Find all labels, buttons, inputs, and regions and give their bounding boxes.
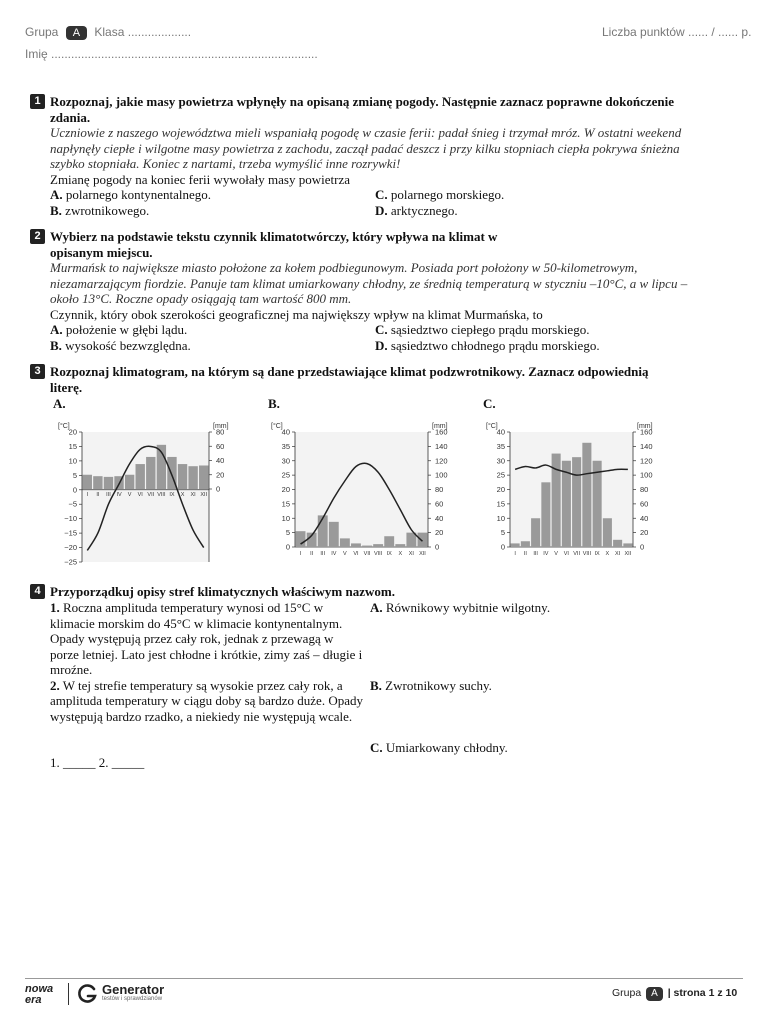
footer-page-info xyxy=(612,987,737,1001)
question-number: 1 xyxy=(30,94,45,109)
question-stem: Czynnik, który obok szerokości geograficznej ma największy wpływ na klimat Murmańska, to xyxy=(50,306,543,322)
footer-divider xyxy=(25,978,743,979)
month-label: VII xyxy=(363,551,371,557)
temp-tick-label: 0 xyxy=(500,542,505,552)
option-a[interactable]: A. polarnego kontynentalnego. xyxy=(50,187,212,202)
temp-tick-label: 0 xyxy=(285,542,290,552)
precip-tick-label: 0 xyxy=(640,542,645,552)
temp-tick-label: 10 xyxy=(496,513,505,523)
temp-unit-label: [°C] xyxy=(486,423,498,430)
precip-bar xyxy=(613,540,622,547)
temp-tick-label: 5 xyxy=(72,470,77,480)
temp-tick-label: 35 xyxy=(496,441,505,451)
precip-tick-label: 140 xyxy=(435,441,448,451)
question-title: Przyporządkuj opisy stref klimatycznych właściwym nazwom. xyxy=(50,584,395,599)
month-label: III xyxy=(106,492,111,498)
month-label: III xyxy=(320,551,326,557)
temp-tick-label: 20 xyxy=(68,427,77,437)
question-number: 3 xyxy=(30,364,45,379)
month-label: IV xyxy=(116,492,122,498)
description-1: 1. Roczna amplituda temperatury wynosi od 15°C w klimacie morskim do 45°C w klimacie kontynentalnym. Opady występują przez cały rok, jednak z przewagą w porze letniej. Lato jest chłodne i krótkie, zimy zaś – długie i mroźne. xyxy=(50,600,363,677)
month-label: IX xyxy=(594,551,600,557)
chart-option-c[interactable]: C. xyxy=(483,396,496,411)
precip-tick-label: 160 xyxy=(640,427,653,437)
month-label: VI xyxy=(353,551,359,557)
temp-unit-label: [°C] xyxy=(271,423,283,430)
option-c[interactable]: C. polarnego morskiego. xyxy=(375,187,505,202)
plot-area xyxy=(510,432,633,547)
footer-logo-separator xyxy=(68,983,69,1005)
option-b[interactable]: B. zwrotnikowego. xyxy=(50,202,150,218)
name-b: B. Zwrotnikowy suchy. xyxy=(370,678,492,693)
temp-tick-label: 10 xyxy=(281,513,290,523)
precip-bar xyxy=(318,515,328,547)
question-text: Uczniowie z naszego województwa mieli wspaniałą pogodę w czasie ferii: padał śnieg i trzymał mróz. W ostatni weekend napłynęły ciepłe i wilgotne masy powietrza z zachodu, zaczął padać deszcz i przy kilku stopniach ciepła pokrywa śnieżna szybko stopniała. Koniec z nartami, trzeba wymyślić inne rozrywki! xyxy=(50,125,682,171)
precip-unit-label: [mm] xyxy=(637,423,653,430)
question-number: 4 xyxy=(30,584,45,599)
question-2 xyxy=(30,229,768,353)
option-b[interactable]: B. wysokość bezwzględna. xyxy=(50,337,191,353)
precip-tick-label: 20 xyxy=(216,470,225,480)
precip-tick-label: 120 xyxy=(640,456,653,466)
answer-options xyxy=(30,322,768,353)
question-title: Rozpoznaj klimatogram, na którym są dane przedstawiające klimat podzwrotnikowy. Zaznacz odpowiednią literę. xyxy=(50,364,649,395)
answer-options xyxy=(30,187,768,218)
precip-tick-label: 160 xyxy=(435,427,448,437)
precip-tick-label: 60 xyxy=(435,499,444,509)
precip-bar xyxy=(541,482,550,547)
temp-tick-label: 20 xyxy=(281,485,290,494)
month-label: X xyxy=(605,551,610,557)
description-2: 2. W tej strefie temperatury są wysokie przez cały rok, a amplituda temperatury w ciągu doby są bardzo duże. Opady występują bardzo rzadko, a niekiedy nie występują wcale. xyxy=(50,677,363,724)
group-badge: A xyxy=(66,26,87,40)
question-3 xyxy=(30,364,650,395)
generator-subtitle: testów i sprawdzianów xyxy=(102,996,163,1002)
nowa-era-logo: nowa era xyxy=(25,983,54,1006)
answer-blanks[interactable]: 1. _____ 2. _____ xyxy=(50,755,145,770)
month-label: VI xyxy=(563,551,569,557)
month-label: X xyxy=(180,492,185,498)
precip-tick-label: 40 xyxy=(216,456,225,465)
question-number: 2 xyxy=(30,229,45,244)
precip-bar xyxy=(104,477,113,489)
question-title: Rozpoznaj, jakie masy powietrza wpłynęły na opisaną zmianę pogody. Następnie zaznacz poprawne dokończenie zdania. xyxy=(50,94,674,125)
temp-tick-label: −20 xyxy=(64,543,77,553)
month-label: XII xyxy=(624,551,632,557)
group-label: Grupa xyxy=(25,25,59,39)
precip-tick-label: 40 xyxy=(640,513,649,523)
footer-page-number: | strona 1 z 10 xyxy=(667,987,738,999)
precip-tick-label: 140 xyxy=(640,441,653,451)
precip-tick-label: 80 xyxy=(435,485,444,494)
month-label: XII xyxy=(419,551,426,557)
month-label: IX xyxy=(169,492,175,498)
question-title: Wybierz na podstawie tekstu czynnik klimatotwórczy, który wpływa na klimat w opisanym miejscu. xyxy=(50,229,498,260)
month-label: IX xyxy=(386,551,392,557)
precip-bar xyxy=(296,531,306,547)
precip-bar xyxy=(329,522,339,547)
precip-bar xyxy=(188,466,197,489)
precip-bar xyxy=(136,464,145,489)
precip-unit-label: [mm] xyxy=(432,423,448,430)
temp-tick-label: 35 xyxy=(281,441,290,451)
chart-option-b[interactable]: B. xyxy=(268,396,280,411)
precip-bar xyxy=(395,544,405,547)
climatogram-b xyxy=(268,410,463,560)
climatogram-a xyxy=(55,410,250,570)
precip-bar xyxy=(373,544,383,547)
precip-bar xyxy=(511,543,520,547)
temp-tick-label: 10 xyxy=(68,456,77,466)
footer-group-label: Grupa xyxy=(612,987,642,999)
footer-group-badge: A xyxy=(646,987,663,1001)
generator-title: Generator xyxy=(102,982,165,997)
question-stem: Zmianę pogody na koniec ferii wywołały masy powietrza xyxy=(50,171,350,187)
month-label: V xyxy=(127,492,132,498)
precip-bar xyxy=(340,538,350,547)
month-label: VIII xyxy=(582,551,592,557)
precip-tick-label: 20 xyxy=(640,528,649,538)
month-label: II xyxy=(310,551,314,557)
precip-tick-label: 40 xyxy=(435,513,444,523)
precip-tick-label: 60 xyxy=(640,499,649,509)
month-label: III xyxy=(533,551,538,557)
precip-tick-label: 80 xyxy=(640,485,649,494)
month-label: I xyxy=(299,551,302,557)
temp-tick-label: 15 xyxy=(68,441,77,451)
question-4 xyxy=(30,584,690,600)
month-label: VII xyxy=(573,551,580,557)
precip-bar xyxy=(593,461,602,547)
precip-bar xyxy=(125,475,134,489)
month-label: XI xyxy=(408,551,414,557)
month-label: II xyxy=(96,492,100,498)
option-d[interactable]: D. arktycznego. xyxy=(375,202,458,218)
precip-bar xyxy=(531,518,540,547)
precip-bar xyxy=(418,533,428,547)
option-c[interactable]: C. sąsiedztwo ciepłego prądu morskiego. xyxy=(375,322,590,337)
option-a[interactable]: A. położenie w głębi lądu. xyxy=(50,322,188,337)
temp-tick-label: 40 xyxy=(281,427,290,437)
class-field[interactable]: Klasa ................... xyxy=(94,25,192,39)
month-label: V xyxy=(554,551,558,557)
precip-bar xyxy=(572,457,581,547)
month-label: VII xyxy=(147,492,155,498)
precip-bar xyxy=(351,543,361,547)
points-field[interactable]: Liczba punktów ...... / ...... p. xyxy=(602,25,752,39)
month-label: XII xyxy=(200,492,208,498)
precip-bar xyxy=(199,465,208,489)
temp-tick-label: −5 xyxy=(68,499,77,509)
temp-tick-label: 25 xyxy=(496,470,505,480)
precip-tick-label: 80 xyxy=(216,427,225,437)
temp-tick-label: 5 xyxy=(500,528,505,538)
precip-tick-label: 120 xyxy=(435,456,448,466)
month-label: V xyxy=(343,551,347,557)
precip-bar xyxy=(178,464,187,489)
precip-tick-label: 100 xyxy=(435,470,448,480)
descriptions-column xyxy=(50,600,365,724)
month-label: XI xyxy=(615,551,621,557)
month-label: I xyxy=(514,551,516,557)
temp-tick-label: 5 xyxy=(285,528,290,538)
precip-bar xyxy=(146,457,155,489)
precip-bar xyxy=(83,475,92,489)
precip-bar xyxy=(582,443,591,547)
precip-bar xyxy=(603,518,612,547)
month-label: II xyxy=(523,551,527,557)
month-label: X xyxy=(398,551,403,557)
temp-tick-label: 30 xyxy=(281,456,290,466)
precip-tick-label: 100 xyxy=(640,470,653,480)
name-field[interactable]: Imię ................................................................................ xyxy=(25,47,318,61)
temp-tick-label: 15 xyxy=(281,499,290,509)
month-label: VI xyxy=(137,492,143,498)
precip-bar xyxy=(93,476,102,489)
climatogram-c xyxy=(483,410,678,560)
temp-tick-label: 0 xyxy=(72,485,77,495)
question-text: Murmańsk to największe miasto położone za kołem podbiegunowym. Posiada port położony w 50-kilometrowym, niezamarzającym fiordzie. Panuje tam klimat umiarkowany chłodny, ze średnią temperaturą w styczniu –10°C, a w lipcu – około 13°C. Roczne opady osiągają tam wartość 800 mm. xyxy=(50,260,688,306)
name-c: C. Umiarkowany chłodny. xyxy=(370,740,508,755)
temp-tick-label: 15 xyxy=(496,499,505,509)
temp-tick-label: −25 xyxy=(64,557,77,567)
temp-tick-label: 25 xyxy=(281,470,290,480)
header-group xyxy=(25,25,191,40)
option-d[interactable]: D. sąsiedztwo chłodnego prądu morskiego. xyxy=(375,337,600,353)
temp-tick-label: 30 xyxy=(496,456,505,466)
temp-tick-label: 40 xyxy=(496,427,505,437)
month-label: IV xyxy=(543,551,549,557)
precip-tick-label: 0 xyxy=(216,484,221,494)
temp-unit-label: [°C] xyxy=(58,423,70,430)
month-label: VIII xyxy=(373,551,383,557)
precip-bar xyxy=(362,546,372,547)
month-label: VIII xyxy=(157,492,166,498)
temp-tick-label: −10 xyxy=(64,514,77,524)
precip-tick-label: 20 xyxy=(435,528,444,538)
precip-bar xyxy=(384,536,394,547)
month-label: XI xyxy=(190,492,196,498)
precip-tick-label: 60 xyxy=(216,441,225,451)
precip-bar xyxy=(623,543,632,547)
precip-unit-label: [mm] xyxy=(213,423,229,430)
precip-tick-label: 0 xyxy=(435,542,440,552)
question-1 xyxy=(30,94,768,218)
temp-tick-label: 20 xyxy=(496,485,505,494)
chart-option-a[interactable]: A. xyxy=(53,396,66,411)
temp-tick-label: −15 xyxy=(64,528,77,538)
generator-logo-icon xyxy=(76,983,98,1005)
precip-bar xyxy=(521,541,530,547)
month-label: I xyxy=(86,492,89,498)
month-label: IV xyxy=(331,551,337,557)
name-a: A. Równikowy wybitnie wilgotny. xyxy=(370,600,551,615)
